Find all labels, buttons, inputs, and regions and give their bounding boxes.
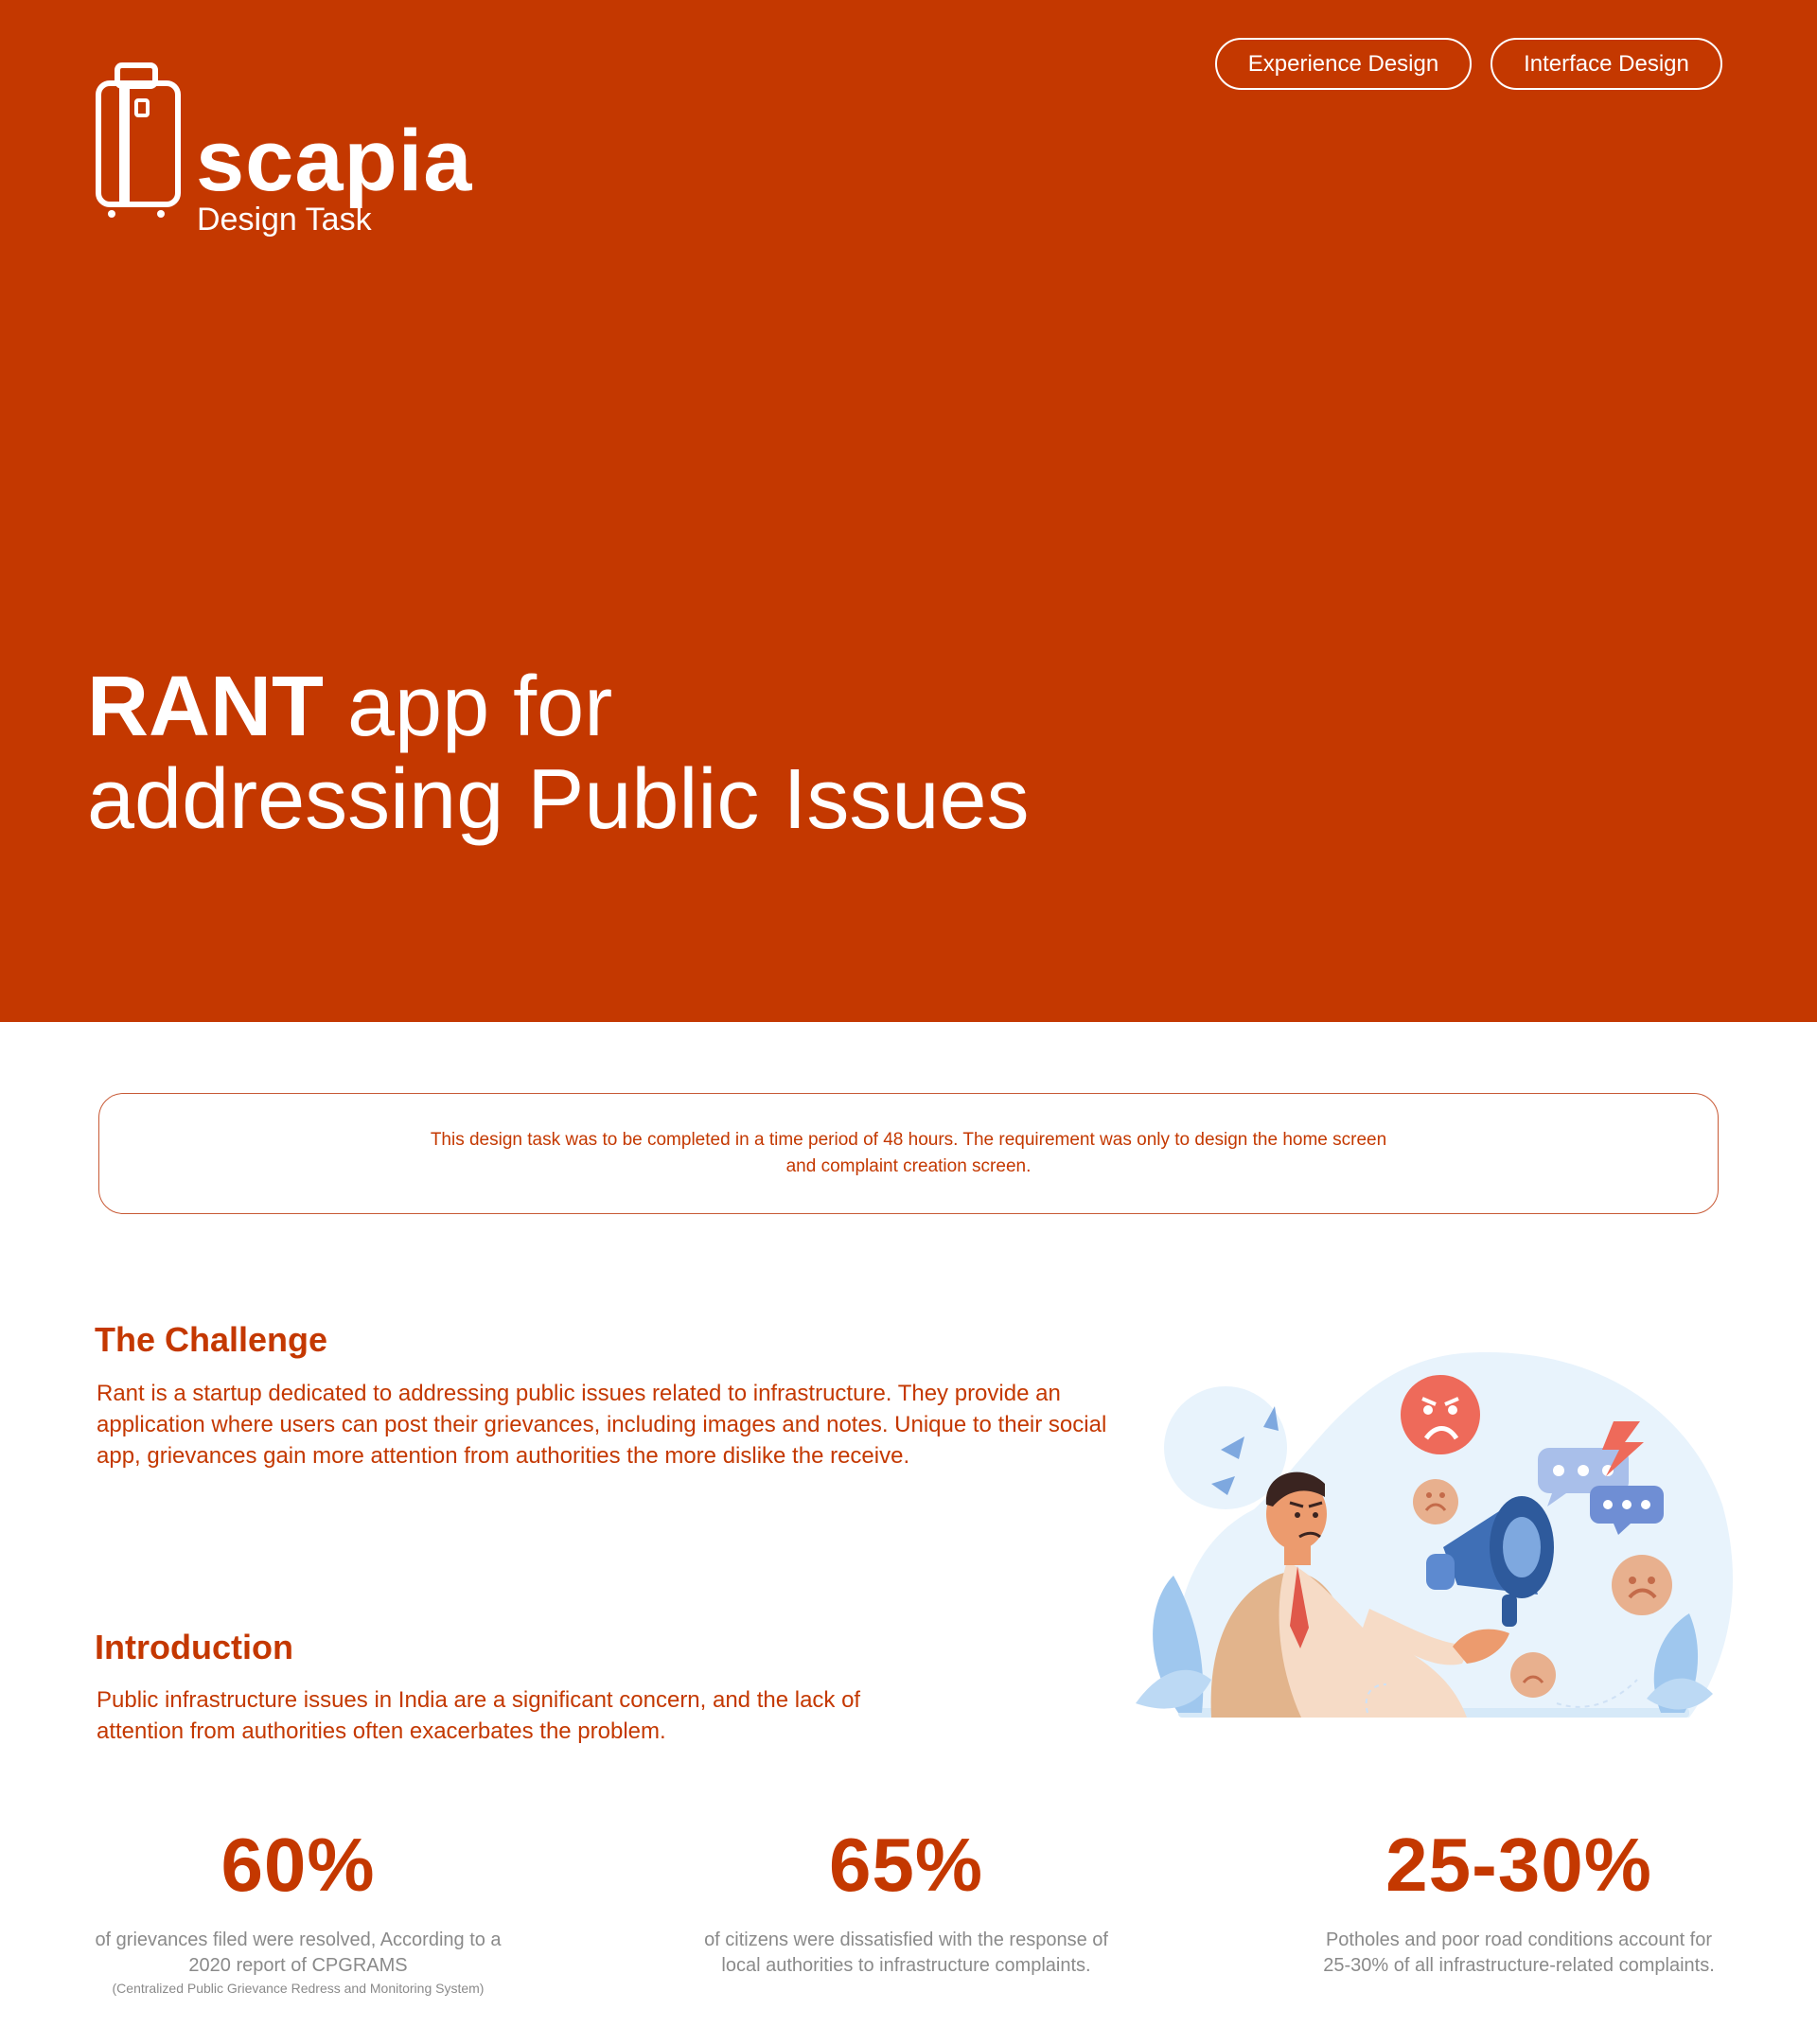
introduction-text: Public infrastructure issues in India are a significant concern, and the lack of attention from authorities often exacerbates the problem. [97, 1687, 861, 1744]
stat-card [696, 1822, 1117, 1979]
interface-design-tag[interactable]: Interface Design [1491, 38, 1722, 90]
stat-value: 65% [828, 1823, 984, 1907]
stat-description: of citizens were dissatisfied with the response of local authorities to infrastructure complaints. [704, 1929, 1108, 1976]
hero-title-bold: RANT [87, 660, 324, 754]
notice-text: This design task was to be completed in a time period of 48 hours. The requirement was only to design the home screen and complaint creation screen. [430, 1130, 1387, 1176]
angry-man-megaphone-illustration [1121, 1344, 1737, 1722]
stat-card [1315, 1822, 1722, 1979]
stat-value: 60% [221, 1823, 376, 1907]
hero-title-rest: app for [323, 660, 613, 754]
stat-note: (Centralized Public Grievance Redress and Monitoring System) [112, 1981, 485, 1996]
stat-description: Potholes and poor road conditions account for 25-30% of all infrastructure-related complaints. [1323, 1929, 1715, 1976]
experience-design-tag[interactable]: Experience Design [1215, 38, 1472, 90]
luggage-icon [95, 62, 182, 220]
stat-value: 25-30% [1385, 1823, 1652, 1907]
brand-name: scapia [196, 113, 473, 209]
introduction-title: Introduction [95, 1628, 293, 1666]
challenge-title: The Challenge [95, 1320, 328, 1359]
hero-title-line2: addressing Public Issues [87, 752, 1030, 847]
stat-description: of grievances filed were resolved, According to a 2020 report of CPGRAMS [95, 1929, 502, 1976]
hero-title [87, 661, 1030, 846]
stat-card [95, 1822, 502, 1998]
brand-subtitle: Design Task [197, 202, 372, 238]
challenge-text: Rant is a startup dedicated to addressing public issues related to infrastructure. They provide an application where users can post their grievances, including images and notes. Unique to their social app, grievances gain more attention from authorities the more dislike the receive. [97, 1381, 1107, 1469]
notice-box [98, 1093, 1719, 1214]
